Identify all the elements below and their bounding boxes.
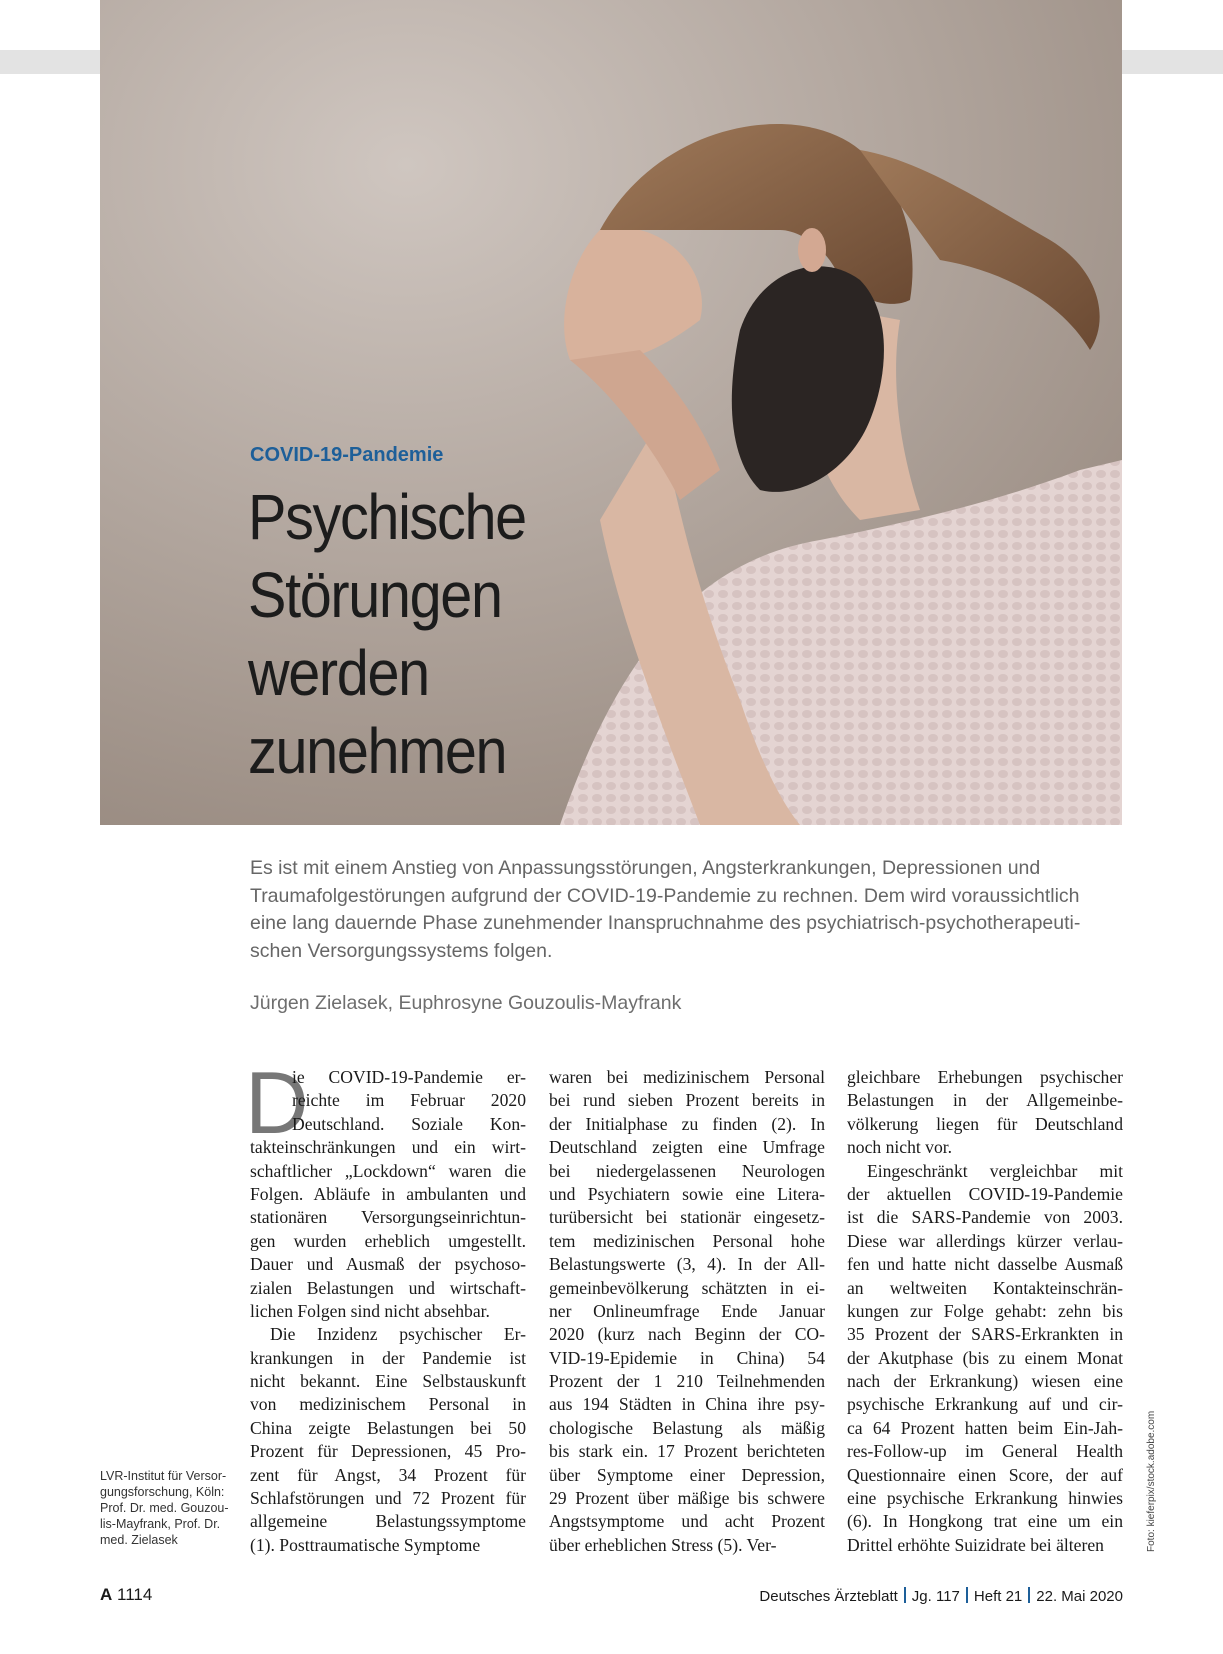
- body-text-line: (1). Posttraumatische Symptome: [250, 1534, 481, 1555]
- body-text-line: Deutschland. Soziale Kon-: [292, 1113, 526, 1134]
- photo-credit: Foto: kieferpix/stock.adobe.com: [1146, 1410, 1157, 1552]
- lead-line: schen Versorgungssystems folgen.: [250, 939, 553, 962]
- body-text-line: 35 Prozent der SARS-Erkrankten in: [847, 1324, 1123, 1345]
- body-text-line: 2020 (kurz nach Beginn der CO-: [549, 1324, 825, 1345]
- affiliation-line: gungsforschung, Köln:: [100, 1485, 225, 1499]
- body-text-line: 29 Prozent über mäßige bis schwere: [549, 1488, 825, 1509]
- body-text-line: VID-19-Epidemie in China) 54: [549, 1347, 825, 1368]
- article-lead: [250, 855, 1110, 965]
- affiliation-line: lis-Mayfrank, Prof. Dr.: [100, 1517, 221, 1531]
- body-text-line: völkerung liegen für Deutschland: [847, 1113, 1123, 1134]
- body-text-line: Drittel erhöhte Suizidrate bei älteren: [847, 1534, 1104, 1555]
- body-text-line: res-Follow-up im General Health: [847, 1441, 1123, 1462]
- journal-volume: Jg. 117: [911, 1588, 960, 1605]
- body-text-line: stationären Versorgungseinrichtun-: [250, 1207, 526, 1228]
- journal-date: 22. Mai 2020: [1036, 1588, 1123, 1605]
- article-headline: [248, 478, 554, 790]
- body-text-line: über Symptome einer Depression,: [549, 1464, 825, 1485]
- body-text-line: zent für Angst, 34 Prozent für: [250, 1464, 526, 1485]
- body-text-line: (6). In Hongkong trat eine um ein: [847, 1511, 1123, 1532]
- body-text-line: ca 64 Prozent hatten beim Ein-Jah-: [847, 1417, 1123, 1438]
- body-text-line: gemeinbevölkerung schätzten in ei-: [549, 1277, 825, 1298]
- footer-separator: [966, 1587, 968, 1603]
- body-text-line: nicht bekannt. Eine Selbstauskunft: [250, 1371, 526, 1392]
- body-text-line: lichen Folgen sind nicht absehbar.: [250, 1300, 490, 1321]
- body-text-line: gleichbare Erhebungen psychischer: [847, 1067, 1123, 1087]
- body-text-line: Deutschland zeigten eine Umfrage: [549, 1137, 825, 1158]
- body-text-line: Diese war allerdings kürzer verlau-: [847, 1230, 1123, 1251]
- body-column-2: [549, 1066, 825, 1557]
- headline-line: zunehmen: [248, 715, 507, 787]
- body-text-line: Folgen. Abläufe in ambulanten und: [250, 1183, 526, 1204]
- body-text-line: Die Inzidenz psychischer Er-: [270, 1324, 526, 1345]
- article-kicker: COVID-19-Pandemie: [250, 444, 444, 466]
- page-number-value: 1114: [117, 1585, 153, 1604]
- body-text-line: bis stark ein. 17 Prozent berichteten: [549, 1441, 825, 1462]
- body-text-line: chologische Belastung als mäßig: [549, 1417, 825, 1438]
- body-text-line: der aktuellen COVID-19-Pandemie: [847, 1183, 1123, 1204]
- page-prefix: A: [100, 1585, 113, 1604]
- body-text-line: psychische Erkrankung auf und cir-: [847, 1394, 1123, 1415]
- body-text-line: eine psychische Erkrankung hinwies: [847, 1488, 1123, 1509]
- lead-line: eine lang dauernde Phase zunehmender Inanspruchnahme des psychiatrisch-psychotherapeuti-: [250, 912, 1081, 934]
- body-text-line: an weltweiten Kontakteinschrän-: [847, 1277, 1123, 1298]
- body-text-line: nach der Erkrankung) wiesen eine: [847, 1371, 1123, 1392]
- body-text-line: tem medizinischen Personal hohe: [549, 1230, 825, 1251]
- body-text-line: der Akutphase (bis zu einem Monat: [847, 1347, 1123, 1368]
- body-text-line: Angstsymptome und acht Prozent: [549, 1511, 825, 1532]
- footer-separator: [1028, 1587, 1030, 1603]
- body-text-line: Questionnaire einen Score, der auf: [847, 1464, 1123, 1485]
- body-text-line: takteinschränkungen und ein wirt-: [250, 1137, 526, 1158]
- affiliation-line: med. Zielasek: [100, 1533, 178, 1547]
- footer-separator: [904, 1587, 906, 1603]
- headline-line: werden: [248, 637, 429, 709]
- body-text-line: bei niedergelassenen Neurologen: [549, 1160, 825, 1181]
- lead-line: Es ist mit einem Anstieg von Anpassungsstörungen, Angsterkrankungen, Depressionen und: [250, 857, 1041, 879]
- body-text-line: waren bei medizinischem Personal: [549, 1067, 825, 1087]
- body-column-3: [847, 1066, 1123, 1557]
- body-text-line: schaftlicher „Lockdown“ waren die: [250, 1160, 526, 1181]
- body-text-line: noch nicht vor.: [847, 1137, 953, 1158]
- body-text-line: zialen Belastungen und wirtschaft-: [250, 1277, 526, 1298]
- body-text-line: Belastungen in der Allgemeinbe-: [847, 1090, 1123, 1111]
- lead-line: Traumafolgestörungen aufgrund der COVID-19-Pandemie zu rechnen. Dem wird voraussichtlich: [250, 884, 1080, 907]
- body-text-line: ist die SARS-Pandemie von 2003.: [847, 1207, 1123, 1228]
- body-text-line: allgemeine Belastungssymptome: [250, 1511, 526, 1532]
- top-bar-right: [1122, 50, 1223, 74]
- body-text-line: reichte im Februar 2020: [292, 1090, 526, 1111]
- article-authors: Jürgen Zielasek, Euphrosyne Gouzoulis-Mayfrank: [250, 992, 682, 1014]
- body-text-line: ner Onlineumfrage Ende Januar: [549, 1300, 825, 1321]
- author-affiliation: [100, 1468, 230, 1548]
- body-text-line: kungen zur Folge gehabt: zehn bis: [847, 1300, 1123, 1321]
- body-text-line: Prozent für Depressionen, 45 Pro-: [250, 1441, 526, 1462]
- headline-line: Psychische: [248, 481, 526, 553]
- hero-image: [100, 0, 1122, 825]
- body-text-line: Schlafstörungen und 72 Prozent für: [250, 1488, 526, 1509]
- body-text-line: von medizinischem Personal in: [250, 1394, 526, 1415]
- body-text-line: ie COVID-19-Pandemie er-: [292, 1067, 526, 1087]
- headline-line: Störungen: [248, 559, 502, 631]
- body-text-line: und Psychiatern sowie eine Litera-: [549, 1183, 825, 1204]
- body-text-line: Prozent der 1 210 Teilnehmenden: [549, 1371, 825, 1392]
- page-number: [100, 1585, 152, 1605]
- top-bar-left: [0, 50, 100, 74]
- body-text-line: aus 194 Städten in China ihre psy-: [549, 1394, 825, 1415]
- journal-issue: Heft 21: [973, 1588, 1023, 1605]
- body-text-line: Dauer und Ausmaß der psychoso-: [250, 1254, 526, 1275]
- body-text-line: der Initialphase zu finden (2). In: [549, 1113, 825, 1134]
- body-text-line: Belastungswerte (3, 4). In der All-: [549, 1254, 825, 1275]
- journal-name: Deutsches Ärzteblatt: [759, 1588, 898, 1605]
- affiliation-line: Prof. Dr. med. Gouzou-: [100, 1501, 229, 1515]
- body-text-line: fen und hatte nicht dasselbe Ausmaß: [847, 1254, 1123, 1275]
- body-text-line: gen wurden erheblich umgestellt.: [250, 1230, 526, 1251]
- body-text-line: über erheblichen Stress (5). Ver-: [549, 1534, 777, 1555]
- body-text-line: turübersicht bei stationär eingesetz-: [549, 1207, 825, 1228]
- body-column-1: [250, 1066, 526, 1557]
- body-text-line: China zeigte Belastungen bei 50: [250, 1417, 526, 1438]
- body-text-line: krankungen in der Pandemie ist: [250, 1347, 526, 1368]
- body-text-line: Eingeschränkt vergleichbar mit: [867, 1160, 1123, 1181]
- body-text-line: bei rund sieben Prozent bereits in: [549, 1090, 825, 1111]
- affiliation-line: LVR-Institut für Versor-: [100, 1469, 227, 1483]
- journal-footer: [759, 1587, 1123, 1605]
- drop-cap: D: [245, 1053, 309, 1152]
